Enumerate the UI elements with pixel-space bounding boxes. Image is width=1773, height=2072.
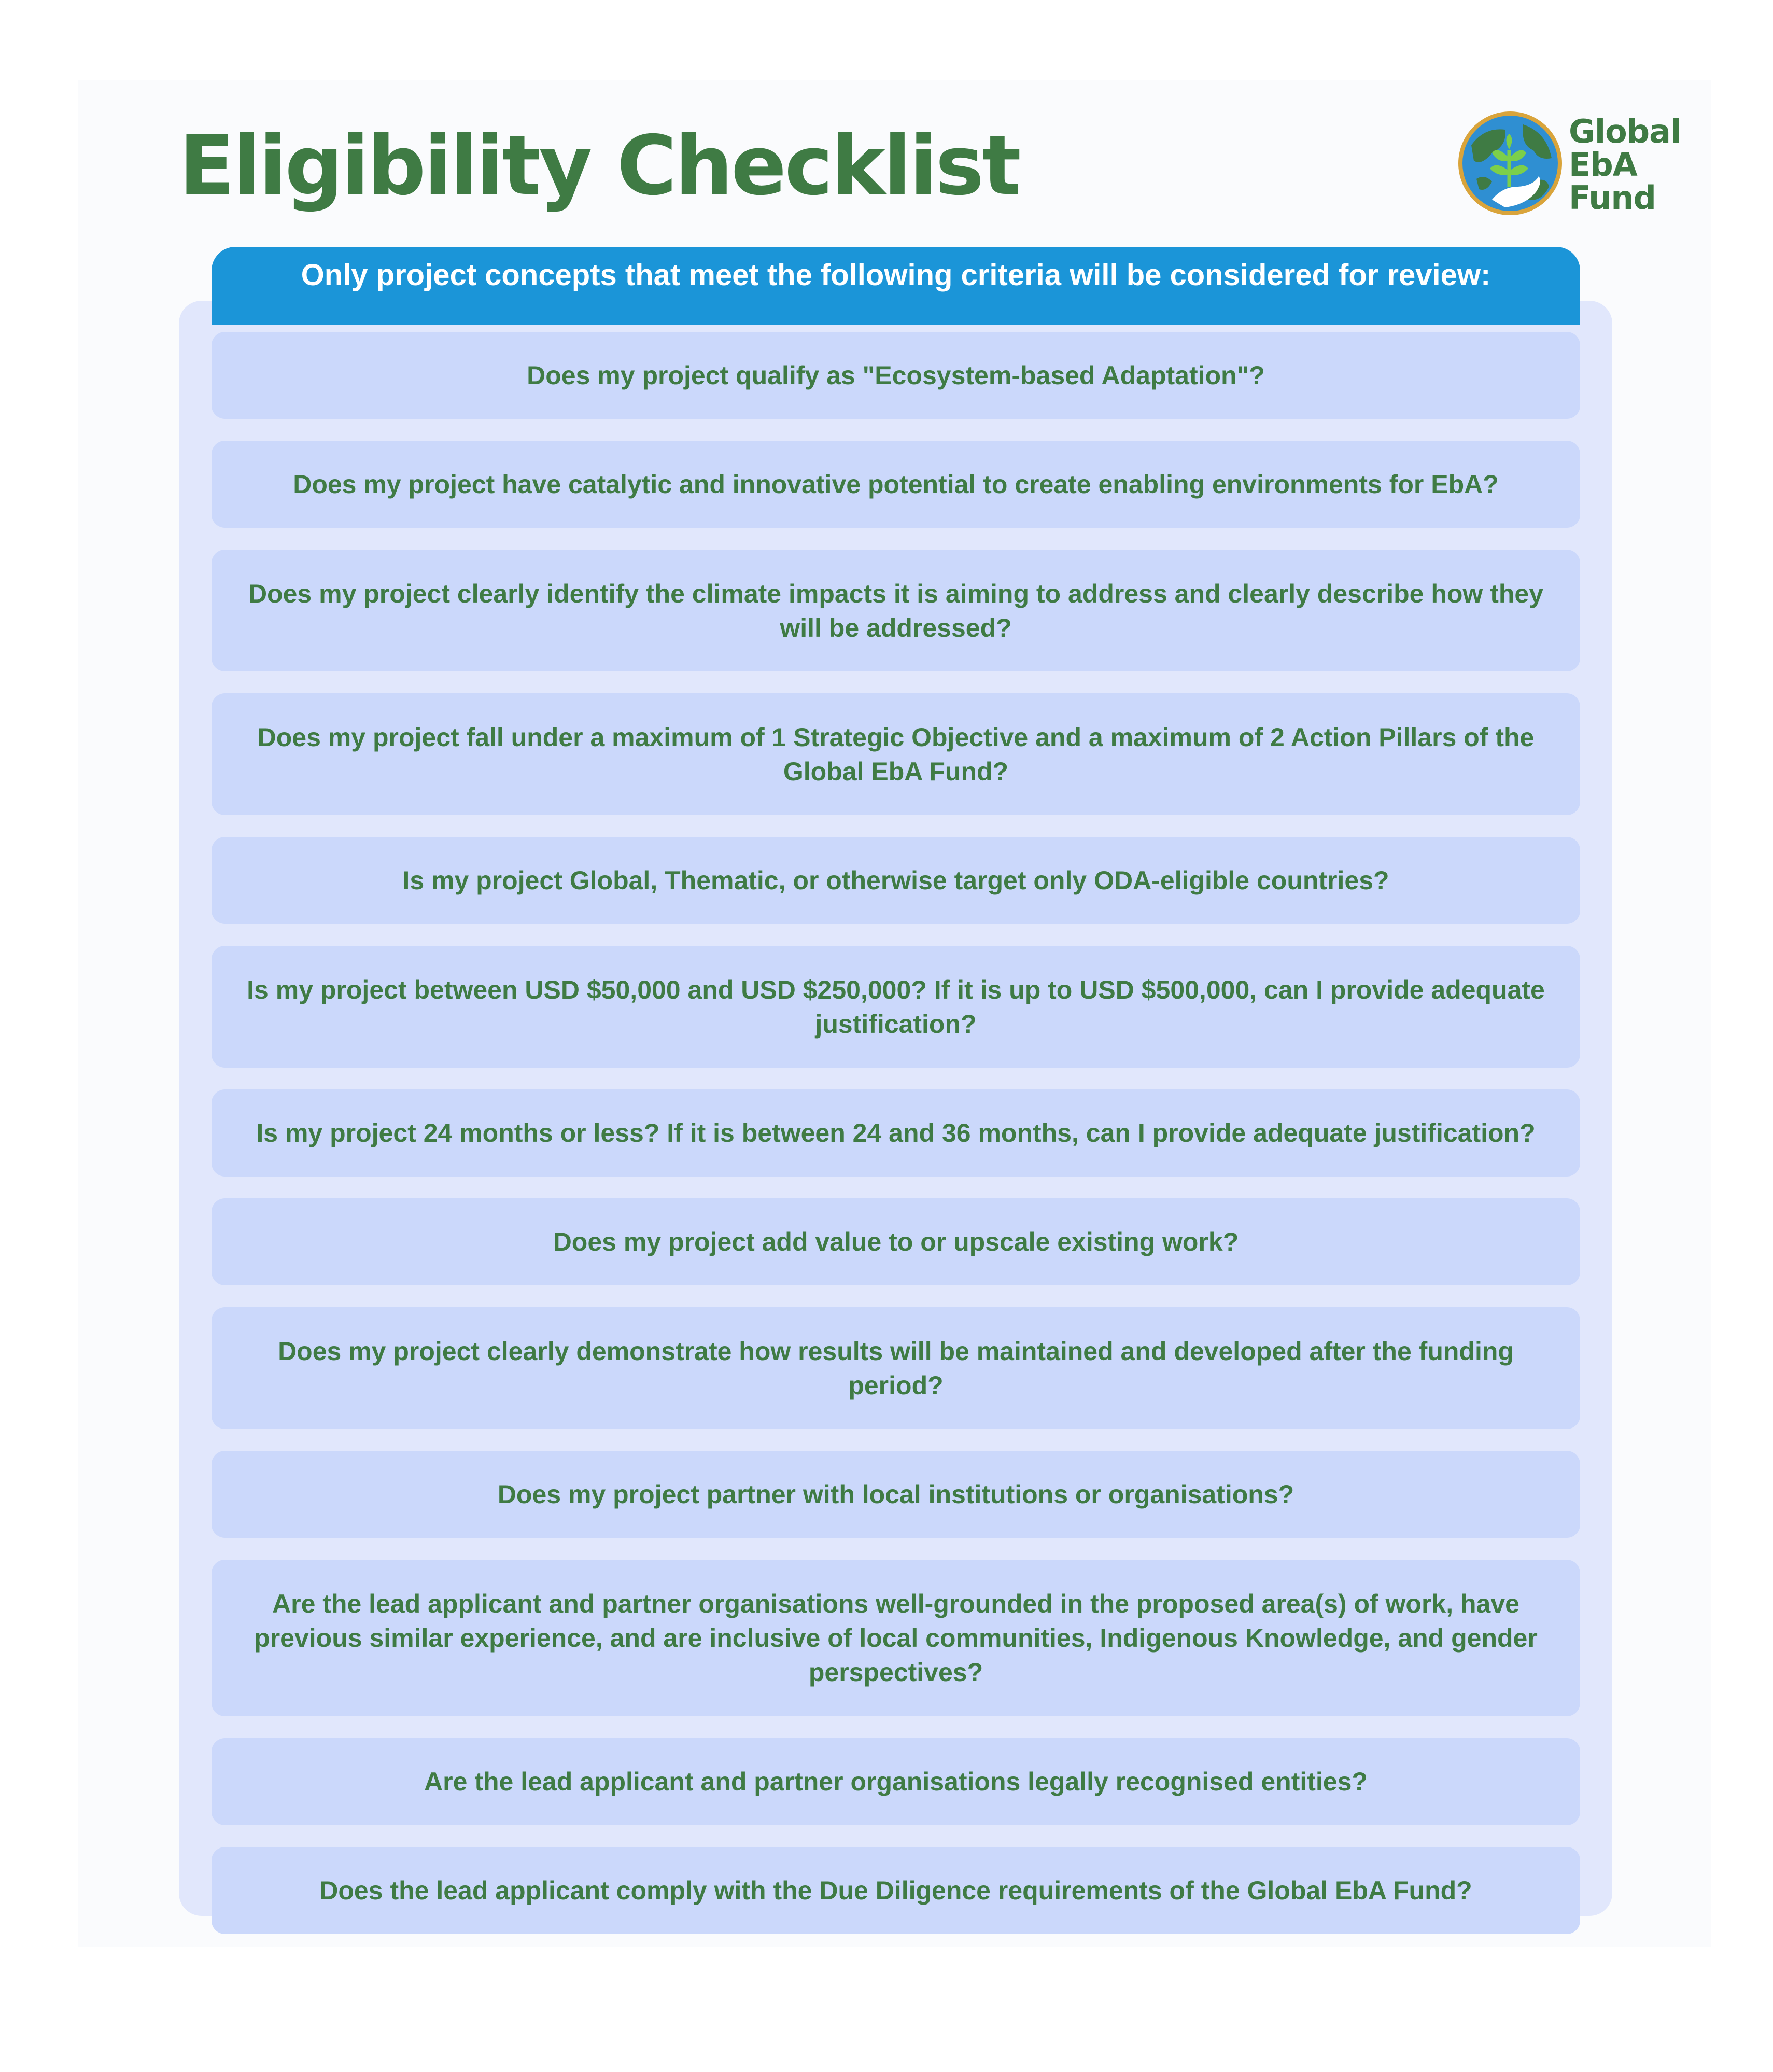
criterion-item: Is my project 24 months or less? If it is between 24 and 36 months, can I provide adequate justification?: [212, 1089, 1580, 1177]
logo-line-global: Global: [1569, 113, 1681, 150]
criteria-banner: Only project concepts that meet the following criteria will be considered for review:: [212, 247, 1580, 325]
criterion-item: Does my project qualify as "Ecosystem-based Adaptation"?: [212, 332, 1580, 419]
criterion-item: Is my project between USD $50,000 and USD $250,000? If it is up to USD $500,000, can I provide adequate justification?: [212, 946, 1580, 1068]
criterion-item: Does the lead applicant comply with the Due Diligence requirements of the Global EbA Fund?: [212, 1847, 1580, 1934]
criterion-item: Does my project clearly demonstrate how results will be maintained and developed after the funding period?: [212, 1307, 1580, 1429]
global-eba-fund-logo: [1456, 109, 1684, 223]
criterion-item: Does my project fall under a maximum of 1 Strategic Objective and a maximum of 2 Action Pillars of the Global EbA Fund?: [212, 693, 1580, 815]
criterion-item: Does my project add value to or upscale existing work?: [212, 1198, 1580, 1285]
criterion-item: Does my project partner with local institutions or organisations?: [212, 1451, 1580, 1538]
criterion-item: Are the lead applicant and partner organisations legally recognised entities?: [212, 1738, 1580, 1825]
logo-line-fund: Fund: [1569, 179, 1656, 217]
logo-wordmark: [1569, 115, 1681, 215]
page-title: Eligibility Checklist: [179, 118, 1019, 214]
criterion-item: Are the lead applicant and partner organisations well-grounded in the proposed area(s) of work, have previous similar experience, and are inclusive of local communities, Indigenous Knowledge, and gender perspectives?: [212, 1560, 1580, 1716]
globe-hand-plant-icon: [1456, 109, 1565, 218]
logo-line-eba: EbA: [1569, 146, 1637, 184]
criterion-item: Is my project Global, Thematic, or otherwise target only ODA-eligible countries?: [212, 837, 1580, 924]
criterion-item: Does my project have catalytic and innovative potential to create enabling environments for EbA?: [212, 441, 1580, 528]
criterion-item: Does my project clearly identify the climate impacts it is aiming to address and clearly describe how they will be addressed?: [212, 550, 1580, 671]
